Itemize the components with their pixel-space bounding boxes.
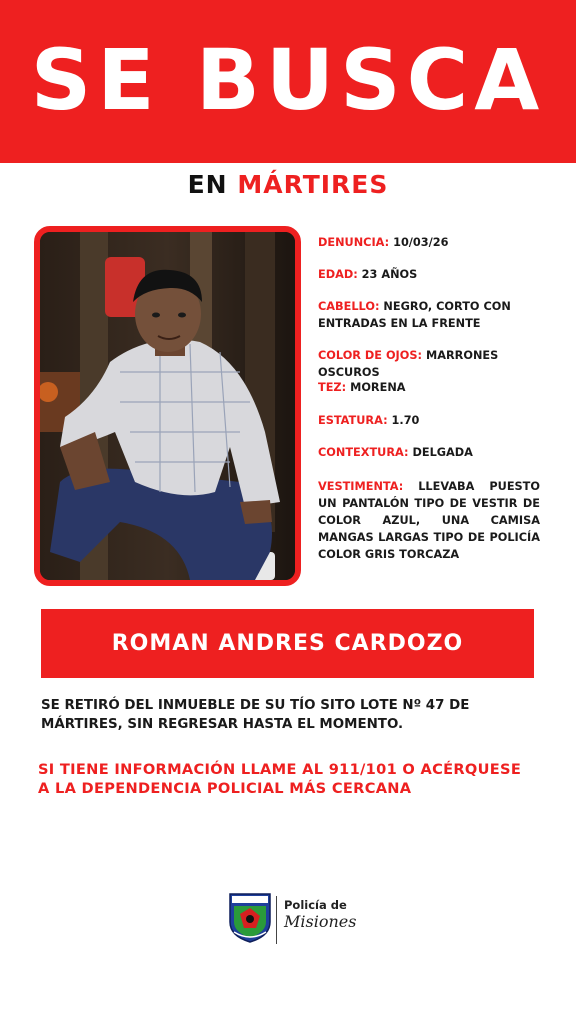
person-name: ROMAN ANDRES CARDOZO: [111, 631, 464, 656]
detail-label: DENUNCIA:: [318, 236, 390, 249]
detail-label: ESTATURA:: [318, 414, 388, 427]
detail-label: TEZ:: [318, 381, 347, 394]
logo-divider: [276, 896, 277, 944]
detail-label: CABELLO:: [318, 300, 380, 313]
detail-denuncia: [318, 234, 540, 251]
detail-estatura: [318, 412, 540, 429]
police-logo: [228, 892, 358, 948]
missing-person-photo: [34, 226, 301, 586]
detail-ojos: [318, 347, 540, 381]
detail-label: COLOR DE OJOS:: [318, 349, 423, 362]
detail-label: CONTEXTURA:: [318, 446, 409, 459]
subtitle-prefix: EN: [187, 170, 228, 199]
detail-label: VESTIMENTA:: [318, 480, 404, 493]
logo-text-line1: Policía de: [284, 898, 347, 912]
header-banner: [0, 0, 576, 163]
detail-value: DELGADA: [412, 446, 473, 459]
detail-edad: [318, 266, 540, 283]
page-title: SE BUSCA: [30, 30, 546, 129]
detail-tez: [318, 379, 540, 396]
detail-label: EDAD:: [318, 268, 358, 281]
detail-vestimenta: [318, 478, 540, 563]
circumstances-text: SE RETIRÓ DEL INMUEBLE DE SU TÍO SITO LOTE Nº 47 DE MÁRTIRES, SIN REGRESAR HASTA EL MOMENTO.: [41, 698, 470, 732]
detail-value: 23 AÑOS: [361, 268, 418, 281]
detail-value: NEGRO, CORTO CON ENTRADAS EN LA FRENTE: [318, 300, 511, 330]
logo-text-line2: Misiones: [284, 912, 357, 931]
detail-contextura: [318, 444, 540, 461]
detail-value: MORENA: [350, 381, 406, 394]
call-to-action-text: SI TIENE INFORMACIÓN LLAME AL 911/101 O ACÉRQUESE A LA DEPENDENCIA POLICIAL MÁS CERCANA: [38, 761, 522, 797]
detail-value: MARRONES OSCUROS: [318, 349, 499, 379]
detail-cabello: [318, 298, 540, 332]
detail-value: 10/03/26: [393, 236, 449, 249]
police-shield-icon: [228, 892, 272, 944]
subtitle-place: MÁRTIRES: [237, 170, 389, 199]
name-banner: [41, 609, 534, 678]
location-subtitle: [0, 170, 576, 199]
detail-value: LLEVABA PUESTO UN PANTALÓN TIPO DE VESTIR DE COLOR AZUL, UNA CAMISA MANGAS LARGAS TIPO DE POLICÍA COLOR GRIS TORCAZA: [318, 480, 540, 561]
detail-value: 1.70: [391, 414, 420, 427]
